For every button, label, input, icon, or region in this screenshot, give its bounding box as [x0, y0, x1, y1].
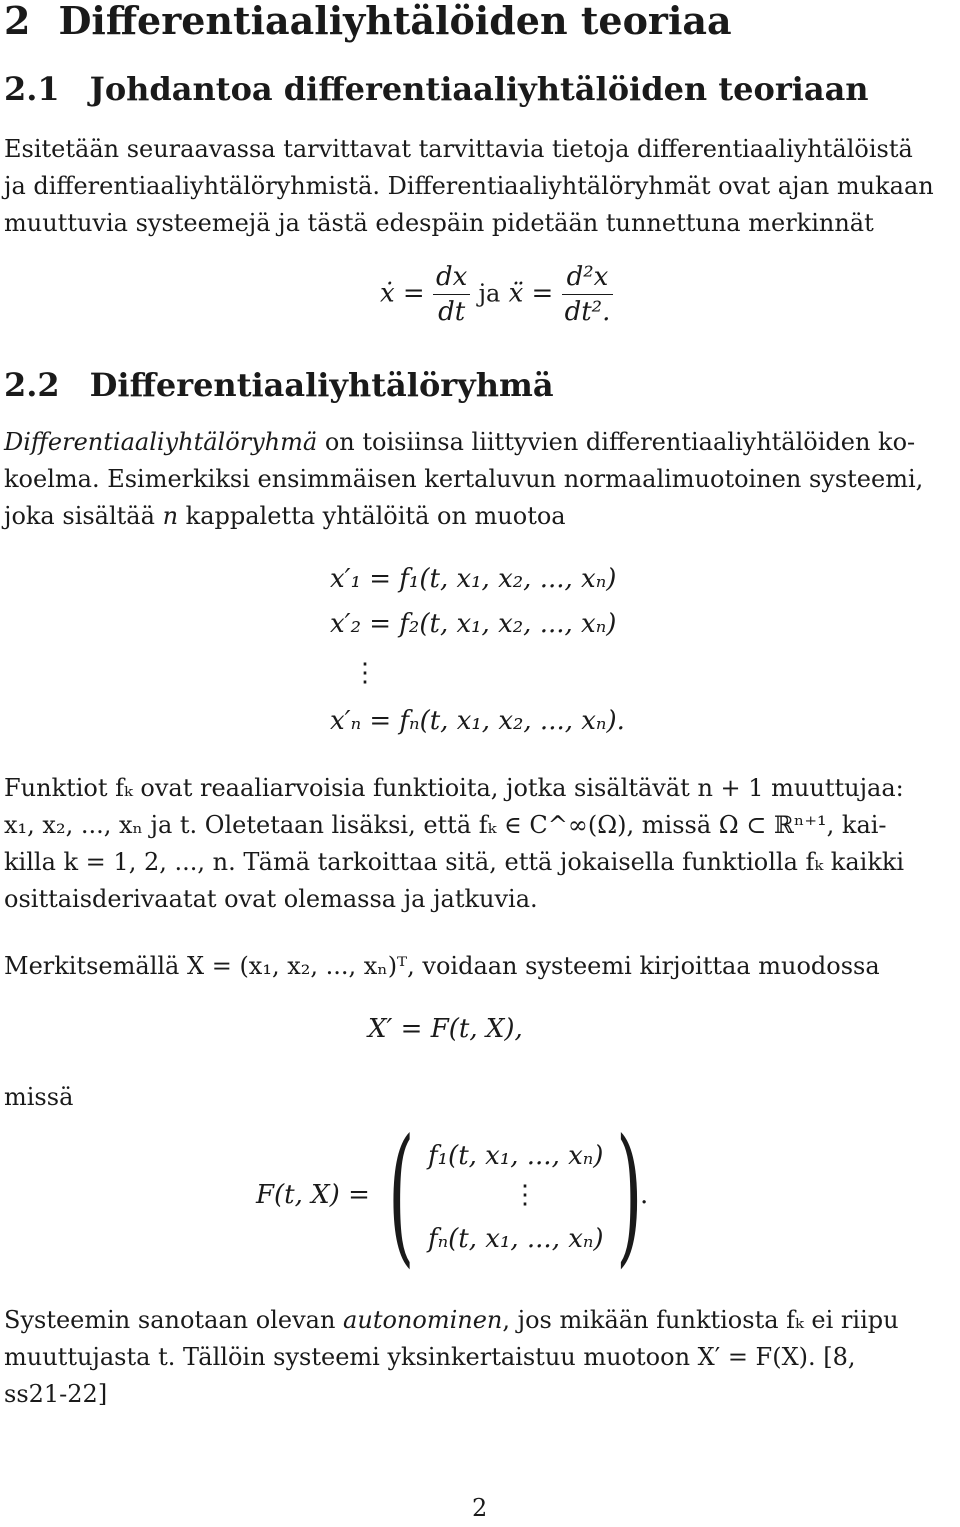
- F-row-ellipsis: ⋮: [512, 1180, 538, 1210]
- subsection-title: Johdantoa differentiaaliyhtälöiden teoriaan: [89, 70, 869, 108]
- definition-line-2: koelma. Esimerkiksi ensimmäisen kertaluvun normaalimuotoinen systeemi,: [4, 465, 924, 493]
- text-fragment: joka sisältää: [4, 502, 163, 530]
- section-title: Differentiaaliyhtälöiden teoriaa: [58, 0, 732, 43]
- system-equation-2: x′₂ = f₂(t, x₁, x₂, ..., xₙ): [330, 609, 617, 639]
- F-period: .: [640, 1180, 649, 1210]
- d2x-dt2-fraction: [562, 262, 614, 327]
- definition-line-3: [4, 498, 566, 535]
- vertical-ellipsis: ⋮: [352, 658, 378, 688]
- text-fragment: , jos mikään funktiosta fₖ ei riipu: [502, 1306, 899, 1334]
- ja-word: ja: [478, 279, 501, 308]
- defined-term: Differentiaaliyhtälöryhmä: [4, 428, 318, 456]
- vector-form-line: Merkitsemällä X = (x₁, x₂, ..., xₙ)ᵀ, voidaan systeemi kirjoittaa muodossa: [4, 952, 880, 980]
- F-lhs: F(t, X) =: [256, 1180, 370, 1210]
- fraction-denominator: dt: [438, 297, 466, 327]
- vector-equation: X′ = F(t, X),: [368, 1014, 523, 1044]
- variable-n: n: [162, 502, 179, 530]
- system-equation-1: x′₁ = f₁(t, x₁, x₂, ..., xₙ): [330, 564, 617, 594]
- definition-text: on toisiinsa liittyvien differentiaaliyhtälöiden ko-: [317, 428, 916, 456]
- subsection-title: Differentiaaliyhtälöryhmä: [89, 366, 554, 404]
- F-row-n: fₙ(t, x₁, ..., xₙ): [428, 1224, 604, 1254]
- system-equation-n: x′ₙ = fₙ(t, x₁, x₂, ..., xₙ).: [330, 706, 625, 736]
- xdot-lhs: ẋ =: [380, 278, 425, 309]
- functions-line-4: osittaisderivaatat ovat olemassa ja jatkuvia.: [4, 885, 538, 913]
- section-heading: [4, 0, 732, 43]
- derivative-notation-formula: [380, 262, 613, 327]
- section-number: 2: [4, 0, 31, 43]
- fraction-denominator: dt².: [564, 297, 611, 327]
- text-fragment: kappaletta yhtälöitä on muotoa: [178, 502, 566, 530]
- text-fragment: Systeemin sanotaan olevan: [4, 1306, 344, 1334]
- right-paren: ): [616, 1108, 643, 1282]
- missa-word: missä: [4, 1083, 74, 1111]
- term-autonominen: autonominen: [343, 1306, 503, 1334]
- page-number: 2: [472, 1494, 488, 1522]
- functions-line-1: Funktiot fₖ ovat reaaliarvoisia funktioita, jotka sisältävät n + 1 muuttujaa:: [4, 774, 904, 802]
- subsection-number: 2.2: [4, 366, 60, 404]
- subsection-heading-2-2: [4, 366, 554, 404]
- F-row-1: f₁(t, x₁, ..., xₙ): [428, 1141, 604, 1171]
- intro-line-3: muuttuvia systeemejä ja tästä edespäin pidetään tunnettuna merkinnät: [4, 209, 874, 237]
- functions-line-3: killa k = 1, 2, ..., n. Tämä tarkoittaa sitä, että jokaisella funktiolla fₖ kaikki: [4, 848, 905, 876]
- autonomous-line-1: [4, 1302, 899, 1339]
- dx-dt-fraction: [433, 262, 470, 327]
- intro-line-1: Esitetään seuraavassa tarvittavat tarvittavia tietoja differentiaaliyhtälöistä: [4, 135, 913, 163]
- xddot-lhs: ẍ =: [508, 278, 554, 309]
- fraction-numerator: d²x: [562, 262, 614, 295]
- autonomous-line-3: ss21-22]: [4, 1380, 108, 1408]
- intro-line-2: ja differentiaaliyhtälöryhmistä. Differentiaaliyhtälöryhmät ovat ajan mukaan: [4, 172, 934, 200]
- left-paren: (: [388, 1108, 415, 1282]
- fraction-numerator: dx: [433, 262, 470, 295]
- subsection-number: 2.1: [4, 70, 60, 108]
- functions-line-2: x₁, x₂, ..., xₙ ja t. Oletetaan lisäksi, että fₖ ∈ C^∞(Ω), missä Ω ⊂ ℝⁿ⁺¹, kai-: [4, 811, 887, 839]
- autonomous-line-2: muuttujasta t. Tällöin systeemi yksinkertaistuu muotoon X′ = F(X). [8,: [4, 1343, 856, 1371]
- subsection-heading-2-1: [4, 70, 869, 108]
- definition-line-1: [4, 424, 915, 461]
